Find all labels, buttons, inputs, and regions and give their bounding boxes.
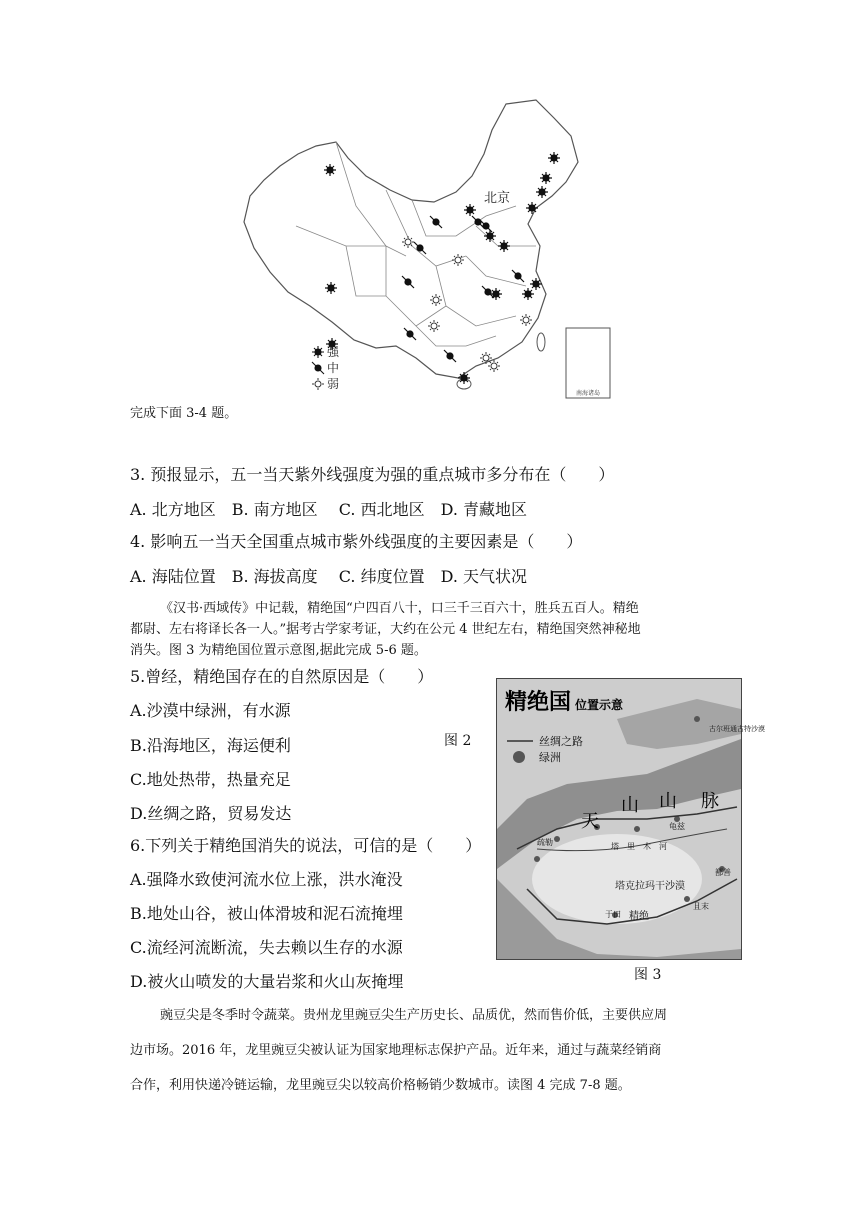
legend-oasis: 绿洲 [539,751,561,764]
question-5-option-d: D.丝绸之路，贸易发达 [130,804,292,823]
medium-city-markers [402,216,524,362]
oasis-legend-dot [513,751,525,763]
strong-sun-icon [312,346,324,358]
figure-3-caption: 图 3 [634,967,662,983]
legend-medium [312,360,339,375]
legend-strong [312,345,340,359]
weak-sun-icon [312,378,324,390]
figure-2-label: 图 2 [444,733,472,749]
legend-label-strong: 强 [327,345,340,359]
passage-7-8-line-3: 合作，利用快递冷链运输，龙里豌豆尖以较高价格畅销少数城市。读图 4 完成 7-8 题。 [130,1078,631,1093]
question-5-option-b: B.沿海地区，海运便利 [130,736,291,755]
label-qiemo: 且末 [693,902,709,911]
label-tianshan-3: 山 [659,791,677,812]
question-6-stem: 6.下列关于精绝国消失的说法，可信的是（ ） [130,836,482,855]
label-qiuci: 龟兹 [669,822,685,831]
strong-city-markers [324,152,560,384]
question-5-option-a: A.沙漠中绿洲，有水源 [130,701,291,720]
map3-title-suffix: 位置示意 [575,698,624,712]
question-3-stem: 3. 预报显示，五一当天紫外线强度为强的重点城市多分布在（ ） [130,465,615,484]
legend-silk-road: 丝绸之路 [539,735,583,748]
legend-weak [312,377,339,391]
legend-label-weak: 弱 [327,377,340,391]
passage-7-8-line-2: 边市场。2016 年，龙里豌豆尖被认证为国家地理标志保护产品。近年来，通过与蔬菜经销商 [130,1043,662,1058]
question-6-option-c: C.流经河流断流，失去赖以生存的水源 [130,938,403,957]
inset-label: 南海诸岛 [575,390,601,397]
question-5-stem: 5.曾经，精绝国存在的自然原因是（ ） [130,667,434,686]
legend-label-medium: 中 [327,361,340,375]
question-6-option-a: A.强降水致使河流水位上涨，洪水淹没 [130,870,403,889]
label-tianshan-4: 脉 [701,791,719,812]
question-5-option-c: C.地处热带，热量充足 [130,770,291,789]
label-shanshan: 鄯善 [715,868,731,877]
jingjue-location-map [496,678,765,960]
label-yutian: 于田 [605,910,621,919]
question-6-option-b: B.地处山谷，被山体滑坡和泥石流掩埋 [130,904,403,923]
intro-3-4: 完成下面 3-4 题。 [130,406,238,421]
question-4-stem: 4. 影响五一当天全国重点城市紫外线强度的主要因素是（ ） [130,532,583,551]
question-6-option-d: D.被火山喷发的大量岩浆和火山灰掩埋 [130,972,404,991]
passage-5-6-line-1: 《汉书·西域传》中记载，精绝国“户四百八十，口三千三百六十，胜兵五百人。精绝 [160,601,639,616]
label-gurbantunggut: 古尔班通古特沙漠 [709,725,765,733]
label-tianshan-1: 天 [581,811,599,832]
passage-7-8-line-1: 豌豆尖是冬季时令蔬菜。贵州龙里豌豆尖生产历史长、品质优，然而售价低，主要供应周 [160,1008,668,1023]
weak-city-markers [402,236,532,372]
question-4-options: A. 海陆位置 B. 海拔高度 C. 纬度位置 D. 天气状况 [130,567,528,586]
map3-title: 精绝国 [505,690,572,715]
label-tianshan-2: 山 [621,795,639,816]
label-tarim-river: 塔 里 木 河 [611,842,667,851]
south-china-sea-inset [566,328,610,398]
passage-5-6-line-3: 消失。图 3 为精绝国位置示意图,据此完成 5-6 题。 [130,643,427,658]
label-jingjue: 精绝 [629,911,649,922]
label-shule: 疏勒 [537,838,553,847]
label-beijing: 北京 [484,191,511,206]
medium-sun-icon [312,362,324,374]
label-taklamakan: 塔克拉玛干沙漠 [615,881,685,892]
question-3-options: A. 北方地区 B. 南方地区 C. 西北地区 D. 青藏地区 [130,500,528,519]
passage-5-6-line-2: 都尉、左右将译长各一人。”据考古学家考证，大约在公元 4 世纪左右，精绝国突然神秘地 [130,622,641,637]
china-uv-map [236,96,616,401]
